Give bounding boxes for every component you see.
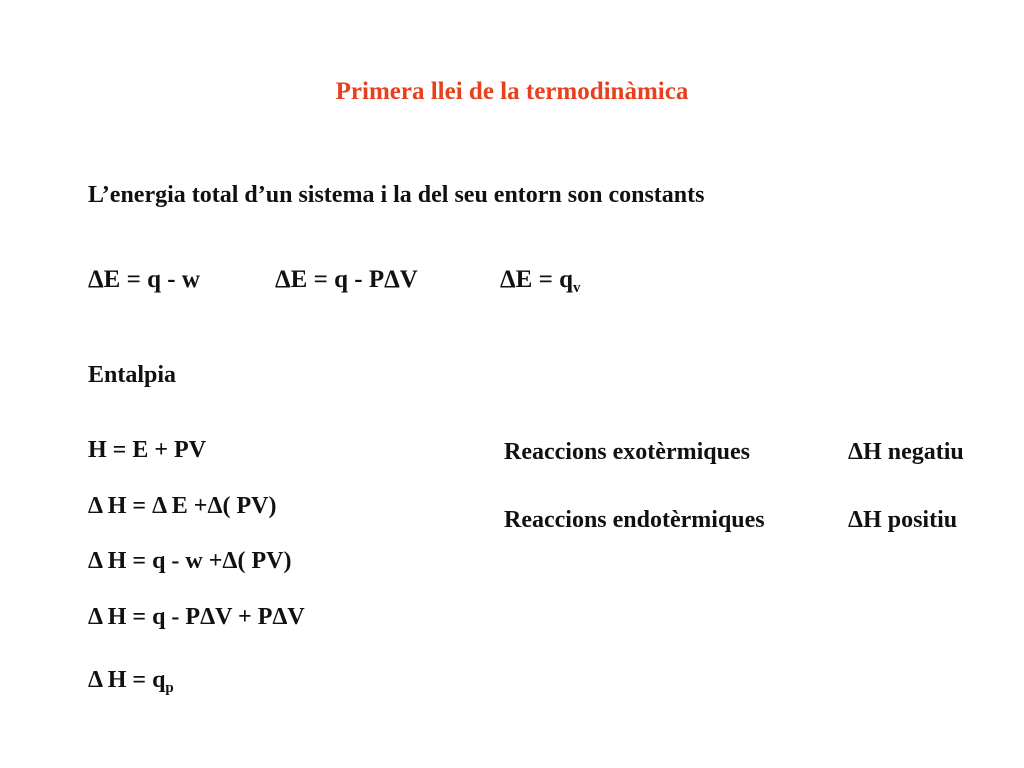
reaction-type-exothermic: Reaccions exotèrmiques [504,439,750,465]
reaction-sign-exothermic: ΔH negatiu [848,439,964,465]
reaction-type-endothermic: Reaccions endotèrmiques [504,507,765,533]
enthalpy-step-final-main: Δ H = q [88,667,166,693]
energy-equation-work: ΔE = q - w [88,266,200,293]
subscript-p: p [165,680,174,696]
energy-equation-pressure-volume: ΔE = q - PΔV [275,266,418,293]
first-law-statement: L’energia total d’un sistema i la del seu entorn son constants [88,182,705,208]
enthalpy-step-1: H = E + PV [88,437,207,463]
enthalpy-step-final [88,662,178,698]
reaction-sign-endothermic: ΔH positiu [848,507,958,533]
enthalpy-step-3: Δ H = q - w +Δ( PV) [88,548,292,574]
enthalpy-step-2: Δ H = Δ E +Δ( PV) [88,493,277,519]
energy-equation-constant-volume-main: ΔE = q [500,266,573,293]
enthalpy-step-4: Δ H = q - PΔV + PΔV [88,604,305,630]
enthalpy-heading: Entalpia [88,362,177,388]
subscript-v: v [573,280,581,296]
slide-title: Primera llei de la termodinàmica [335,78,689,105]
energy-equation-constant-volume [500,266,581,294]
